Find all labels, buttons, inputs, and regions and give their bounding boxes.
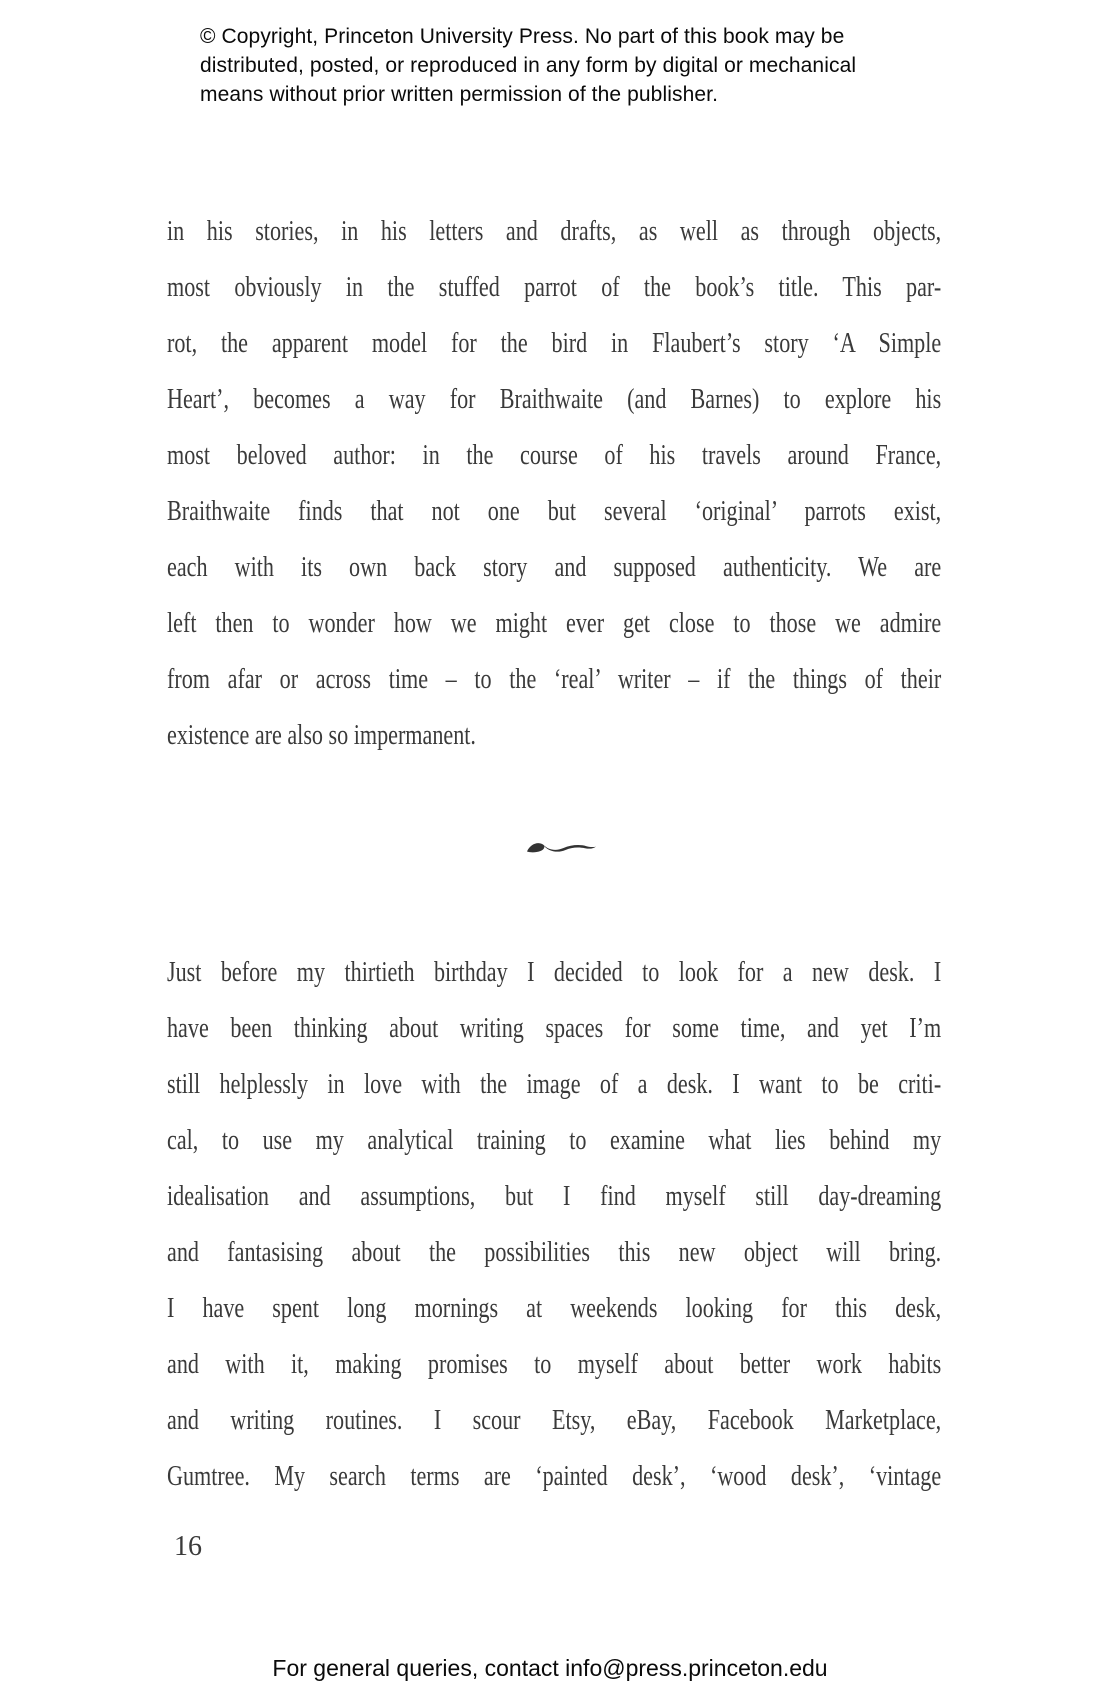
- paragraph-2: [167, 945, 941, 1505]
- text-line: and with it, making promises to myself about better work habits: [167, 1349, 942, 1380]
- text-line: Heart’, becomes a way for Braithwaite (and Barnes) to explore his: [167, 384, 942, 415]
- text-line: have been thinking about writing spaces for some time, and yet I’m: [167, 1013, 942, 1044]
- text-line: most obviously in the stuffed parrot of the book’s title. This par-: [167, 272, 942, 303]
- text-line: each with its own back story and supposed authenticity. We are: [167, 552, 942, 583]
- text-line: idealisation and assumptions, but I find myself still day-dreaming: [167, 1181, 942, 1212]
- text-line: and fantasising about the possibilities this new object will bring.: [167, 1237, 942, 1268]
- wave-flourish-icon: [523, 838, 597, 856]
- text-line: Gumtree. My search terms are ‘painted desk’, ‘wood desk’, ‘vintage: [167, 1461, 942, 1492]
- copyright-line: means without prior written permission of the publisher.: [200, 83, 719, 106]
- footer-contact-line: For general queries, contact info@press.princeton.edu: [272, 1655, 828, 1681]
- text-line: existence are also so impermanent.: [167, 720, 476, 751]
- text-line: cal, to use my analytical training to examine what lies behind my: [167, 1125, 942, 1156]
- text-line: left then to wonder how we might ever get close to those we admire: [167, 608, 942, 639]
- text-line: rot, the apparent model for the bird in Flaubert’s story ‘A Simple: [167, 328, 942, 359]
- paragraph-1: [167, 204, 941, 764]
- text-line: still helplessly in love with the image of a desk. I want to be criti-: [167, 1069, 942, 1100]
- text-line: Just before my thirtieth birthday I decided to look for a new desk. I: [167, 957, 942, 988]
- page-number: 16: [174, 1531, 202, 1562]
- text-line: from afar or across time – to the ‘real’ writer – if the things of their: [167, 664, 942, 695]
- text-line: and writing routines. I scour Etsy, eBay, Facebook Marketplace,: [167, 1405, 942, 1436]
- copyright-line: © Copyright, Princeton University Press. No part of this book may be: [200, 25, 845, 48]
- text-line: Braithwaite finds that not one but several ‘original’ parrots exist,: [167, 496, 942, 527]
- text-line: in his stories, in his letters and drafts, as well as through objects,: [167, 216, 942, 247]
- text-line: I have spent long mornings at weekends looking for this desk,: [167, 1293, 942, 1324]
- copyright-notice: [200, 22, 856, 109]
- copyright-line: distributed, posted, or reproduced in any form by digital or mechanical: [200, 54, 857, 77]
- text-line: most beloved author: in the course of his travels around France,: [167, 440, 942, 471]
